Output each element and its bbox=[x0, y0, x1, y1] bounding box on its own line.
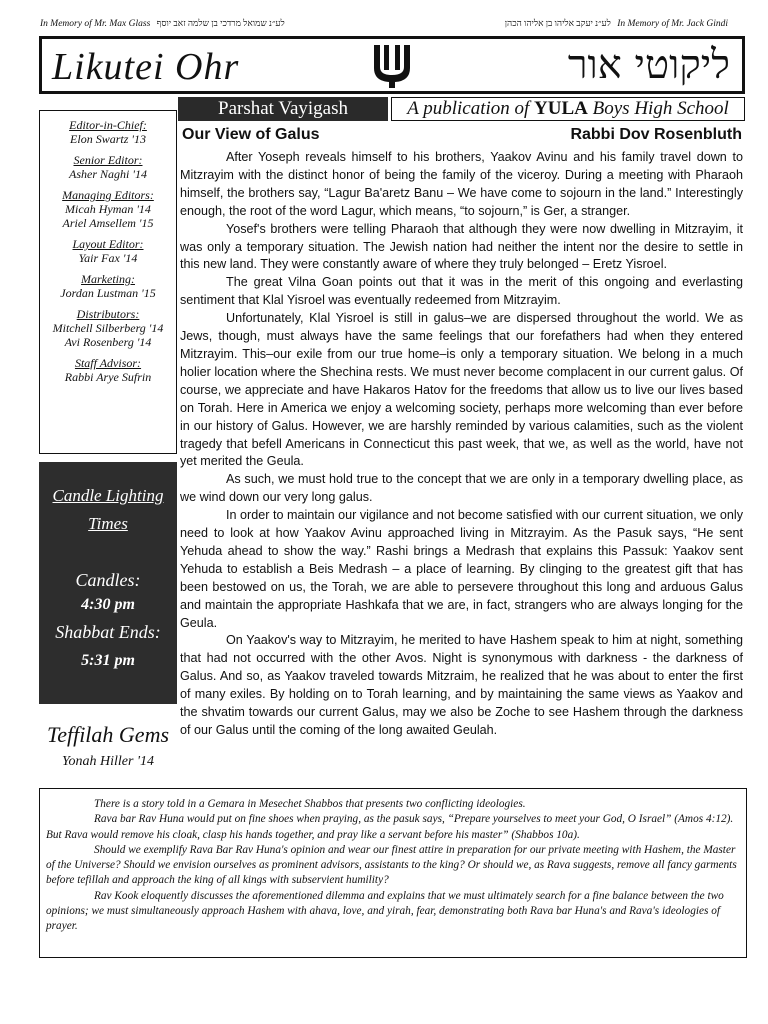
shabbat-ends-time: 5:31 pm bbox=[81, 652, 135, 669]
publication-banner bbox=[391, 97, 745, 121]
staff-role: Layout Editor: bbox=[72, 237, 144, 251]
article-paragraph: Yosef's brothers were telling Pharaoh that although they were now dwelling in Mitzrayim, it was only a temporary situation. The Jewish nation had neither the intent nor the desire to settle in this new land. They were constantly aware of where they truly belonged – Eretz Yisroel. bbox=[180, 221, 743, 272]
article-body bbox=[180, 149, 743, 740]
staff-name: Elon Swartz '13 bbox=[70, 132, 146, 146]
article-paragraph: The great Vilna Goan points out that it was in the merit of this ongoing and everlasting sentiment that Klal Yisroel was eventually redeemed from Mitzrayim. bbox=[180, 275, 743, 308]
memorial-right bbox=[505, 18, 728, 29]
staff-name: Micah Hyman '14 bbox=[65, 202, 151, 216]
staff-role: Marketing: bbox=[81, 272, 135, 286]
staff-box bbox=[39, 110, 177, 454]
teffilah-paragraph: Rav Kook eloquently discusses the aforementioned dilemma and explains that we must ultimately search for a fine balance between the two opinions; we must simultaneously approach Hashem with ahava, love, and yirah, fear, demonstrating both Rava bar Huna's and Rava's ideologies of prayer. bbox=[46, 889, 724, 933]
teffilah-gems-body bbox=[46, 797, 740, 935]
staff-name: Asher Naghi '14 bbox=[69, 167, 147, 181]
teffilah-gems-box bbox=[39, 788, 747, 958]
memorial-right-english: In Memory of Mr. Jack Gindi bbox=[617, 19, 728, 29]
staff-role: Distributors: bbox=[76, 307, 140, 321]
staff-name: Ariel Amsellem '15 bbox=[62, 216, 154, 230]
candles-time: 4:30 pm bbox=[81, 596, 135, 613]
article-paragraph: Unfortunately, Klal Yisroel is still in galus–we are dispersed throughout the world. We as Jews, though, must always have the same feelings that our forefathers had when they entered Mitzrayim. This–our exile from our true home–is only a temporary situation. We belong in a much holier location where the Shechina rests. We must never become complacent in our current galus. Of course, we appreciate and have Hakaros Hatov for the freedoms that allow us to live our lives based on Torah. Here in America we enjoy a welcoming society, perhaps more welcoming than ever before in our history of Galus. However, we are harshly reminded by various calamities, such as the violent tragedy that befell Americans in Connecticut this past week, that we, as well as the world, have not yet merited the Geula. bbox=[180, 311, 743, 469]
staff-name: Rabbi Arye Sufrin bbox=[64, 370, 152, 384]
masthead bbox=[39, 36, 745, 94]
article-paragraph: After Yoseph reveals himself to his brothers, Yaakov Avinu and his family travel down to Mitzrayim with the distinct honor of being the family of the viceroy. During a meeting with Pharaoh himself, the brothers say, “Lagur Ba'aretz Banu – We have come to sojourn in the land.” Interestingly enough, the root of the word Lagur, which means, “to sojourn,” is Ger, a stranger. bbox=[180, 150, 743, 218]
publication-prefix: A publication of bbox=[407, 98, 530, 119]
teffilah-gems-author: Yonah Hiller '14 bbox=[62, 754, 154, 769]
publication-school: YULA bbox=[534, 98, 588, 119]
teffilah-paragraph: Should we exemplify Rava Bar Rav Huna's opinion and wear our finest attire in preparation for our private meeting with Hashem, the Master of the Universe? Should we envision ourselves as prominent advisors, assistants to the king? Or should we, as Rava suggests, remove all fancy garments before tefillah and approach the king of all kings with subservient humility? bbox=[46, 843, 737, 887]
title-hebrew: ליקוטי אור bbox=[567, 42, 730, 88]
teffilah-paragraph: Rava bar Rav Huna would put on fine shoes when praying, as the pasuk says, “Prepare yourselves to meet your God, O Israel” (Amos 4:12). But Rava would remove his cloak, clasp his hands together, and pray like a servant before his master” (Shabbos 10a). bbox=[46, 813, 734, 841]
memorial-left-hebrew: לע״נ שמואל מרדכי בן שלמה זאב יוסף bbox=[156, 18, 285, 28]
article-paragraph: As such, we must hold true to the concept that we are only in a temporary dwelling place, as we wind down our very long galus. bbox=[180, 472, 743, 505]
teffilah-paragraph: There is a story told in a Gemara in Mesechet Shabbos that presents two conflicting ideologies. bbox=[94, 798, 526, 810]
title-english: Likutei Ohr bbox=[52, 46, 240, 88]
article-paragraph: On Yaakov's way to Mitzrayim, he merited to have Hashem speak to him at night, something that had not occurred with the other Avos. Night is synonymous with darkness - the darkness of Galus. And so, as Yaakov traveled towards Mitzraim, he realized that he was about to enter the first of many exiles. By holding on to Torah learning, and by maintaining the same views as Yaakov and the shvatim towards our current Galus, may we also be Zoche to see Hashem through the darkness of our Galus until the coming of the long awaited Geulah. bbox=[180, 633, 743, 737]
article-header bbox=[182, 126, 742, 148]
memorial-right-hebrew: לע״נ יעקב אליהו בן אליהו הכהן bbox=[504, 18, 611, 28]
article-title: Our View of Galus bbox=[182, 126, 320, 143]
teffilah-gems-title: Teffilah Gems bbox=[46, 722, 170, 747]
candle-lighting-box bbox=[39, 462, 177, 704]
candle-lighting-title: Candle Lighting Times bbox=[52, 486, 164, 533]
staff-name: Avi Rosenberg '14 bbox=[64, 335, 152, 349]
article-paragraph: In order to maintain our vigilance and not become satisfied with our current situation, we only need to look at how Yaakov Avinu approached living in Mitzrayim. As the Pasuk says, “He sent Yehuda ahead to show the way.” Rashi brings a Medrash that explains this Passuk: Yaakov sent Yehuda to establish a Beis Medrash – a place of learning. By clinging to the greatest gift that has been bestowed on us, the Torah, we are able to persevere throughout this long and arduous Galus and maintain the appropriate Hashkafa that we are, in fact, strangers who are always longing for the Geula. bbox=[180, 508, 743, 630]
staff-role: Managing Editors: bbox=[62, 188, 154, 202]
shabbat-ends-label: Shabbat Ends: bbox=[55, 622, 161, 642]
staff-name: Yair Fax '14 bbox=[78, 251, 138, 265]
article-author: Rabbi Dov Rosenbluth bbox=[570, 126, 742, 143]
memorial-left-english: In Memory of Mr. Max Glass bbox=[40, 19, 151, 29]
staff-name: Mitchell Silberberg '14 bbox=[52, 321, 164, 335]
publication-suffix: Boys High School bbox=[592, 98, 729, 119]
staff-role: Staff Advisor: bbox=[74, 356, 142, 370]
staff-role: Senior Editor: bbox=[73, 153, 143, 167]
yula-logo-icon bbox=[368, 41, 416, 89]
parsha-title: Parshat Vayigash bbox=[178, 97, 388, 121]
candles-label: Candles: bbox=[75, 570, 141, 590]
staff-role: Editor-in-Chief: bbox=[69, 118, 147, 132]
staff-name: Jordan Lustman '15 bbox=[60, 286, 156, 300]
memorial-left bbox=[40, 18, 285, 29]
